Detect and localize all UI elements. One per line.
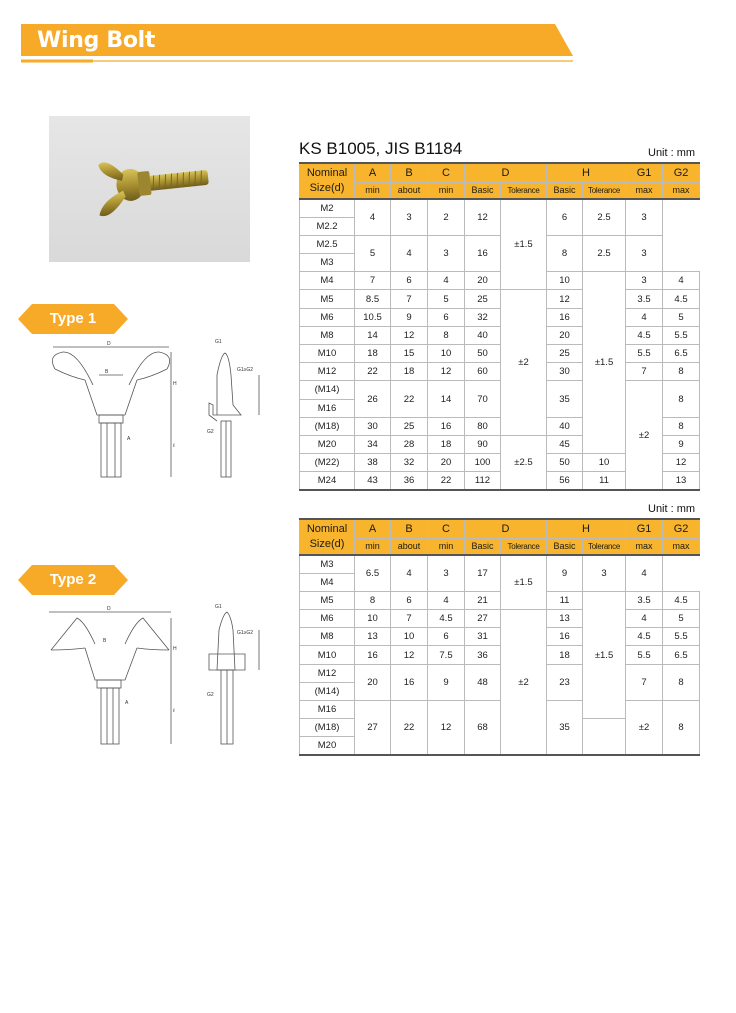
dim-g1g2-label: G1≥G2 <box>237 367 254 373</box>
subheader-tolerance: Tolerance <box>501 538 547 555</box>
value-c: 4 <box>428 272 465 290</box>
value-b: 25 <box>391 417 428 435</box>
table-row <box>300 290 700 308</box>
value-d-basic: 100 <box>465 454 501 472</box>
value-h-basic: 30 <box>547 363 583 381</box>
header-a: A <box>355 519 391 538</box>
size-cell: (M14) <box>300 381 355 399</box>
subheader-min: min <box>355 538 391 555</box>
value-a: 43 <box>355 472 391 490</box>
value-g1: 11 <box>583 472 626 490</box>
value-d-basic: 60 <box>465 363 501 381</box>
header-d: D <box>465 163 547 182</box>
value-c: 16 <box>428 417 465 435</box>
value-d-basic: 25 <box>465 290 501 308</box>
dim-d-label-2: D <box>107 606 111 612</box>
value-h-basic: 35 <box>547 701 583 756</box>
value-d-basic: 36 <box>465 646 501 664</box>
header-c: C <box>428 163 465 182</box>
value-g1: 8 <box>663 701 700 756</box>
table-row <box>300 235 700 253</box>
value-a: 13 <box>355 628 391 646</box>
value-g2: 4 <box>663 272 700 290</box>
value-a: 8 <box>355 591 391 609</box>
value-b: 12 <box>391 646 428 664</box>
value-g1: 5.5 <box>626 646 663 664</box>
value-g1: 3.5 <box>626 290 663 308</box>
value-d-basic: 12 <box>465 199 501 235</box>
value-g1: 7 <box>626 664 663 700</box>
size-cell: M20 <box>300 737 355 755</box>
spec-table-type1 <box>299 162 700 491</box>
value-h-tolerance: ±2 <box>626 381 663 490</box>
value-h-tolerance: ±1.5 <box>583 272 626 454</box>
table-row <box>300 272 700 290</box>
size-cell: M24 <box>300 472 355 490</box>
table-row <box>300 363 700 381</box>
value-h-basic: 20 <box>547 326 583 344</box>
unit-label-1: Unit : mm <box>648 147 696 159</box>
size-cell: M2 <box>300 199 355 217</box>
size-cell: M6 <box>300 308 355 326</box>
product-photo <box>49 116 250 262</box>
value-d-basic: 40 <box>465 326 501 344</box>
value-d-tolerance: ±1.5 <box>501 199 547 290</box>
value-g2: 4.5 <box>663 290 700 308</box>
subheader-basic: Basic <box>547 182 583 199</box>
size-cell: M20 <box>300 435 355 453</box>
value-g2: 12 <box>663 454 700 472</box>
type2-drawing <box>45 600 275 750</box>
value-g1: 4.5 <box>626 628 663 646</box>
value-d-basic: 112 <box>465 472 501 490</box>
value-h-basic: 23 <box>547 664 583 700</box>
page-title: Wing Bolt <box>37 28 156 53</box>
value-h-basic: 12 <box>547 290 583 308</box>
table-row <box>300 628 700 646</box>
value-a: 4 <box>355 199 391 235</box>
header-c: C <box>428 519 465 538</box>
value-c: 7.5 <box>428 646 465 664</box>
value-c: 10 <box>428 345 465 363</box>
value-c: 20 <box>428 454 465 472</box>
value-d-tolerance: ±2 <box>501 290 547 436</box>
value-d-tolerance: ±1.5 <box>501 555 547 610</box>
value-b: 18 <box>391 363 428 381</box>
value-d-basic: 70 <box>465 381 501 417</box>
value-b: 7 <box>391 290 428 308</box>
header-g1: G1 <box>626 519 663 538</box>
value-g2: 8 <box>663 664 700 700</box>
dim-g2-label-2: G2 <box>207 692 214 698</box>
value-h-basic: 50 <box>547 454 583 472</box>
value-d-basic: 16 <box>465 235 501 271</box>
size-cell: M8 <box>300 326 355 344</box>
subheader-tolerance: Tolerance <box>583 182 626 199</box>
value-d-basic: 90 <box>465 435 501 453</box>
value-g1: 4 <box>626 610 663 628</box>
size-cell: M5 <box>300 290 355 308</box>
value-b: 6 <box>391 591 428 609</box>
subheader-max: max <box>663 538 700 555</box>
value-c: 2 <box>428 199 465 235</box>
table-row <box>300 664 700 682</box>
value-b: 7 <box>391 610 428 628</box>
size-cell: (M18) <box>300 719 355 737</box>
value-g1: 7 <box>626 363 663 381</box>
value-g1: 3 <box>583 555 626 591</box>
value-c: 4.5 <box>428 610 465 628</box>
value-g1: 9 <box>663 435 700 453</box>
header-g2: G2 <box>663 163 700 182</box>
value-a: 16 <box>355 646 391 664</box>
table-row <box>300 381 700 399</box>
value-h-basic: 9 <box>547 555 583 591</box>
subheader-basic: Basic <box>465 182 501 199</box>
value-g2: 13 <box>663 472 700 490</box>
value-a: 10 <box>355 610 391 628</box>
value-d-basic: 20 <box>465 272 501 290</box>
value-c: 6 <box>428 628 465 646</box>
value-a: 8.5 <box>355 290 391 308</box>
value-g1: 2.5 <box>583 199 626 235</box>
value-b: 28 <box>391 435 428 453</box>
value-d-basic: 50 <box>465 345 501 363</box>
dim-d-label: D <box>107 341 111 347</box>
value-b: 6 <box>391 272 428 290</box>
size-cell: M8 <box>300 628 355 646</box>
spec-table-type2 <box>299 518 700 756</box>
subheader-about: about <box>391 538 428 555</box>
value-g2: 3 <box>626 199 663 235</box>
subheader-about: about <box>391 182 428 199</box>
subheader-min: min <box>355 182 391 199</box>
value-a: 10.5 <box>355 308 391 326</box>
value-g2: 5.5 <box>663 326 700 344</box>
header-a: A <box>355 163 391 182</box>
dim-l-label-2: ℓ <box>173 708 175 714</box>
value-a: 27 <box>355 701 391 756</box>
size-cell: M16 <box>300 701 355 719</box>
value-c: 14 <box>428 381 465 417</box>
wing-bolt-photo <box>49 116 250 262</box>
dim-a-label: A <box>127 436 131 442</box>
value-c: 9 <box>428 664 465 700</box>
header-h: H <box>547 519 626 538</box>
table-row <box>300 199 700 217</box>
value-g2: 4 <box>626 555 663 591</box>
value-a: 7 <box>355 272 391 290</box>
value-h-basic: 35 <box>547 381 583 417</box>
value-h-basic: 8 <box>547 235 583 271</box>
value-c: 12 <box>428 701 465 756</box>
subheader-max: max <box>663 182 700 199</box>
header-b: B <box>391 519 428 538</box>
subheader-max: max <box>626 538 663 555</box>
value-g2: 6.5 <box>663 646 700 664</box>
page-banner <box>21 24 573 60</box>
value-g1: 4.5 <box>626 326 663 344</box>
dim-l-label: ℓ <box>173 443 175 449</box>
dim-b-label: B <box>105 369 109 375</box>
value-h-basic: 11 <box>547 591 583 609</box>
value-h-basic: 6 <box>547 199 583 235</box>
size-cell: M2.5 <box>300 235 355 253</box>
header-g1: G1 <box>626 163 663 182</box>
value-g1: 10 <box>583 454 626 472</box>
value-d-tolerance: ±2 <box>501 610 547 756</box>
type1-label: Type 1 <box>49 310 97 327</box>
value-a: 38 <box>355 454 391 472</box>
value-g1: 2.5 <box>583 235 626 271</box>
size-cell: M3 <box>300 254 355 272</box>
value-c: 6 <box>428 308 465 326</box>
dim-a-label-2: A <box>125 700 129 706</box>
dim-h-label: H <box>173 381 177 387</box>
table-row <box>300 326 700 344</box>
value-c: 12 <box>428 363 465 381</box>
value-h-tolerance: ±2 <box>626 701 663 756</box>
value-b: 10 <box>391 628 428 646</box>
value-b: 16 <box>391 664 428 700</box>
value-a: 14 <box>355 326 391 344</box>
value-a: 22 <box>355 363 391 381</box>
header-b: B <box>391 163 428 182</box>
value-d-basic: 48 <box>465 664 501 700</box>
value-g1: 8 <box>663 381 700 417</box>
value-a: 5 <box>355 235 391 271</box>
value-c: 3 <box>428 555 465 591</box>
value-d-basic: 80 <box>465 417 501 435</box>
subheader-basic: Basic <box>465 538 501 555</box>
table-row <box>300 701 700 719</box>
size-cell: M16 <box>300 399 355 417</box>
value-c: 4 <box>428 591 465 609</box>
value-b: 15 <box>391 345 428 363</box>
value-b: 4 <box>391 235 428 271</box>
size-cell: (M22) <box>300 454 355 472</box>
value-a: 20 <box>355 664 391 700</box>
value-h-tolerance: ±1.5 <box>583 591 626 718</box>
value-g2: 6.5 <box>663 345 700 363</box>
value-d-basic: 21 <box>465 591 501 609</box>
dim-g1g2-label-2: G1≥G2 <box>237 630 254 636</box>
value-b: 4 <box>391 555 428 591</box>
table-subheader-row <box>300 182 700 199</box>
table-row <box>300 646 700 664</box>
dim-b-label-2: B <box>103 638 107 644</box>
size-cell: M4 <box>300 272 355 290</box>
value-h-basic: 56 <box>547 472 583 490</box>
dim-h-label-2: H <box>173 646 177 652</box>
size-cell: M4 <box>300 573 355 591</box>
value-a: 34 <box>355 435 391 453</box>
value-h-basic: 40 <box>547 417 583 435</box>
size-cell: M10 <box>300 646 355 664</box>
header-nominal-size: Nominal Size(d) <box>300 519 355 555</box>
value-g1: 3.5 <box>626 591 663 609</box>
value-g2: 5 <box>663 308 700 326</box>
value-b: 3 <box>391 199 428 235</box>
value-g2: 3 <box>626 235 663 271</box>
value-g1: 5.5 <box>626 345 663 363</box>
size-cell: M3 <box>300 555 355 573</box>
value-g2: 4.5 <box>663 591 700 609</box>
type2-badge <box>18 565 128 595</box>
value-g2: 8 <box>663 363 700 381</box>
value-b: 9 <box>391 308 428 326</box>
table-row <box>300 345 700 363</box>
value-c: 3 <box>428 235 465 271</box>
value-g2: 5 <box>663 610 700 628</box>
size-cell: M6 <box>300 610 355 628</box>
value-c: 18 <box>428 435 465 453</box>
header-h: H <box>547 163 626 182</box>
value-h-basic: 18 <box>547 646 583 664</box>
value-b: 36 <box>391 472 428 490</box>
value-g1: 8 <box>663 417 700 435</box>
type1-drawing <box>45 335 275 485</box>
value-d-basic: 68 <box>465 701 501 756</box>
size-cell: M12 <box>300 363 355 381</box>
value-a: 30 <box>355 417 391 435</box>
dim-g2-label: G2 <box>207 429 214 435</box>
size-cell: M2.2 <box>300 217 355 235</box>
value-g1: 4 <box>626 308 663 326</box>
value-g1: 3 <box>626 272 663 290</box>
subheader-max: max <box>626 182 663 199</box>
value-h-basic: 13 <box>547 610 583 628</box>
value-d-basic: 27 <box>465 610 501 628</box>
value-c: 22 <box>428 472 465 490</box>
table-subheader-row <box>300 538 700 555</box>
value-b: 22 <box>391 701 428 756</box>
value-h-basic: 45 <box>547 435 583 453</box>
value-h-basic: 16 <box>547 628 583 646</box>
subheader-min: min <box>428 538 465 555</box>
value-c: 8 <box>428 326 465 344</box>
header-g2: G2 <box>663 519 700 538</box>
table-header-row <box>300 163 700 182</box>
table-header-row <box>300 519 700 538</box>
value-a: 18 <box>355 345 391 363</box>
subheader-tolerance: Tolerance <box>583 538 626 555</box>
value-a: 6.5 <box>355 555 391 591</box>
type1-badge <box>18 304 128 334</box>
size-cell: (M14) <box>300 682 355 700</box>
value-a: 26 <box>355 381 391 417</box>
table-row <box>300 610 700 628</box>
size-cell: M10 <box>300 345 355 363</box>
size-cell: M5 <box>300 591 355 609</box>
table-row <box>300 308 700 326</box>
size-cell: (M18) <box>300 417 355 435</box>
value-d-basic: 17 <box>465 555 501 591</box>
size-cell: M12 <box>300 664 355 682</box>
dim-g1-label: G1 <box>215 339 222 345</box>
dim-g1-label-2: G1 <box>215 604 222 610</box>
subheader-min: min <box>428 182 465 199</box>
header-nominal-size: Nominal Size(d) <box>300 163 355 199</box>
value-b: 22 <box>391 381 428 417</box>
value-h-basic: 10 <box>547 272 583 290</box>
value-b: 12 <box>391 326 428 344</box>
subheader-basic: Basic <box>547 538 583 555</box>
header-d: D <box>465 519 547 538</box>
value-h-basic: 25 <box>547 345 583 363</box>
value-b: 32 <box>391 454 428 472</box>
value-d-basic: 31 <box>465 628 501 646</box>
unit-label-2: Unit : mm <box>648 503 696 515</box>
standard-title: KS B1005, JIS B1184 <box>299 139 463 158</box>
value-c: 5 <box>428 290 465 308</box>
value-d-tolerance: ±2.5 <box>501 435 547 490</box>
value-g2: 5.5 <box>663 628 700 646</box>
subheader-tolerance: Tolerance <box>501 182 547 199</box>
table-row <box>300 591 700 609</box>
value-h-basic: 16 <box>547 308 583 326</box>
type2-label: Type 2 <box>49 571 97 588</box>
value-d-basic: 32 <box>465 308 501 326</box>
table-row <box>300 555 700 573</box>
